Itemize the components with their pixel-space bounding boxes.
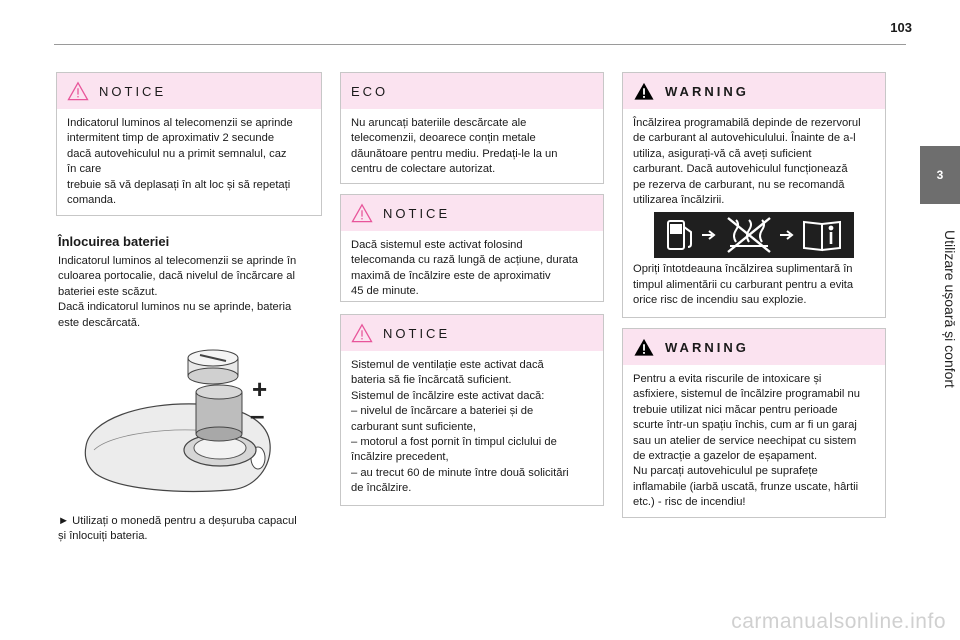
text-line: ► Utilizați o monedă pentru a deșuruba capacul [58,515,297,527]
text-line: etc.) - risc de incendiu! [633,496,746,509]
warning-title: WARNING [665,339,749,355]
text-line: timpul alimentării cu carburant pentru a evita [633,278,854,291]
eco-text [341,109,603,186]
text-line: maximă de încălzire este de aproximativ [351,269,551,282]
text-line: bateria să fie încărcată suficient. [351,374,512,387]
text-line: – au trecut 60 de minute între două solicitări [351,466,569,479]
chapter-title: Utilizare ușoară și confort [942,230,958,388]
text-line: Sistemul de încălzire este activat dacă: [351,389,545,402]
text-line: asfixiere, sistemul de încălzire programabil nu [633,388,860,401]
text-line: dacă autovehiculul nu a primit semnalul, caz [67,147,287,160]
text-line: de încălzire. [351,482,412,495]
text-line: Dacă sistemul este activat folosind [351,239,523,251]
notice-text [341,351,603,505]
text-line: orice risc de incendiu sau explozie. [633,294,807,307]
notice-header [341,195,603,231]
text-line: Indicatorul luminos al telecomenzii se aprinde [67,117,293,129]
warning-header [623,329,885,365]
text-line: Indicatorul luminos al telecomenzii se aprinde în [58,255,297,267]
text-line: în care [67,163,102,176]
text-line: trebuie să vă deplasați în alt loc și să repetați [67,178,291,191]
text-line: carburant sunt suficiente, [351,420,476,433]
section-title: Înlocuirea bateriei [58,234,170,249]
chapter-tab[interactable]: 3 [920,146,960,204]
plus-symbol: + [252,374,268,404]
text-line: Încălzirea programabilă depinde de rezervorul [633,117,861,129]
warning-text [623,109,885,317]
text-line: dăunătoare pentru mediu. Predați-le la un [351,147,558,160]
text-line: și înlocuiți bateria. [58,530,148,543]
text-line: Sistemul de ventilație este activat dacă [351,359,544,371]
text-line: utiliza, asigurați-vă că aveți suficient [633,147,812,160]
text-line: este descărcată. [58,316,141,329]
notice-triangle-icon [67,81,89,101]
text-line: Dacă indicatorul luminos nu se aprinde, bateria [58,301,292,314]
minus-symbol: – [250,400,265,430]
text-line: inflamabile (iarbă uscată, frunze uscate, hârtii [633,480,859,493]
eco-box [340,72,604,184]
text-line: Nu parcați autovehiculul pe suprafețe [633,465,818,478]
text-line: comanda. [67,194,117,207]
text-line: de extracție a gazelor de eșapament. [633,450,818,463]
notice-title: NOTICE [99,83,167,99]
warning-header [623,73,885,109]
warning-title: WARNING [665,83,749,99]
text-line: trebuie utilizat nici măcar pentru perioade [633,403,838,416]
remote-battery-illustration [80,338,280,498]
warning-box-2 [622,328,886,518]
text-line: culoarea portocalie, dacă nivelul de încărcare al [58,270,295,283]
notice-title: NOTICE [383,205,451,221]
notice-title: NOTICE [383,325,451,341]
notice-box-middle-1 [340,194,604,302]
text-line: Nu aruncați bateriile descărcate ale [351,117,527,129]
warning-text [623,365,885,519]
notice-text [57,109,321,216]
text-line: de carburant al autovehiculului. Înainte de a-l [633,132,856,145]
text-line: 45 de minute. [351,285,419,298]
refuel-symbol-strip [654,212,854,258]
text-line: utilizarea încălzirii. [633,194,725,207]
text-line: carburant. Dacă autovehiculul funcționează [633,163,848,176]
notice-box-left [56,72,322,216]
footer-logo[interactable]: carmanualsonline.info [731,610,946,633]
warning-triangle-icon [633,337,655,357]
text-line: – motorul a fost pornit în timpul ciclului de [351,436,557,449]
notice-header [341,315,603,351]
text-line: pe rezerva de carburant, nu se recomandă [633,178,845,191]
text-line: telecomanda cu rază lungă de acțiune, durata [351,254,579,267]
notice-header [57,73,321,109]
text-line: încălzire precedent, [351,451,449,464]
text-line: bateriei este scăzut. [58,285,158,298]
text-line: Opriți întotdeauna încălzirea suplimentară în [633,263,853,276]
text-line: centru de colectare autorizat. [351,163,496,176]
eco-header [341,73,603,109]
warning-triangle-icon [633,81,655,101]
notice-box-middle-2 [340,314,604,506]
notice-triangle-icon [351,203,373,223]
text-line: intermitent timp de aproximativ 2 secunde [67,132,275,145]
warning-box-1 [622,72,886,318]
text-line: – nivelul de încărcare a bateriei și de [351,405,534,418]
eco-title: ECO [351,83,389,99]
text-line: scurte într-un spațiu închis, cum ar fi un garaj [633,419,857,432]
notice-text [341,231,603,308]
top-rule [54,44,906,45]
text-line: sau un atelier de service neechipat cu sistem [633,434,857,447]
page-number: 103 [890,20,912,35]
notice-triangle-icon [351,323,373,343]
text-line: Pentru a evita riscurile de intoxicare și [633,373,822,385]
instruction-text [58,514,328,545]
section-text [58,254,324,331]
text-line: telecomenzii, deoarece conțin metale [351,132,536,145]
